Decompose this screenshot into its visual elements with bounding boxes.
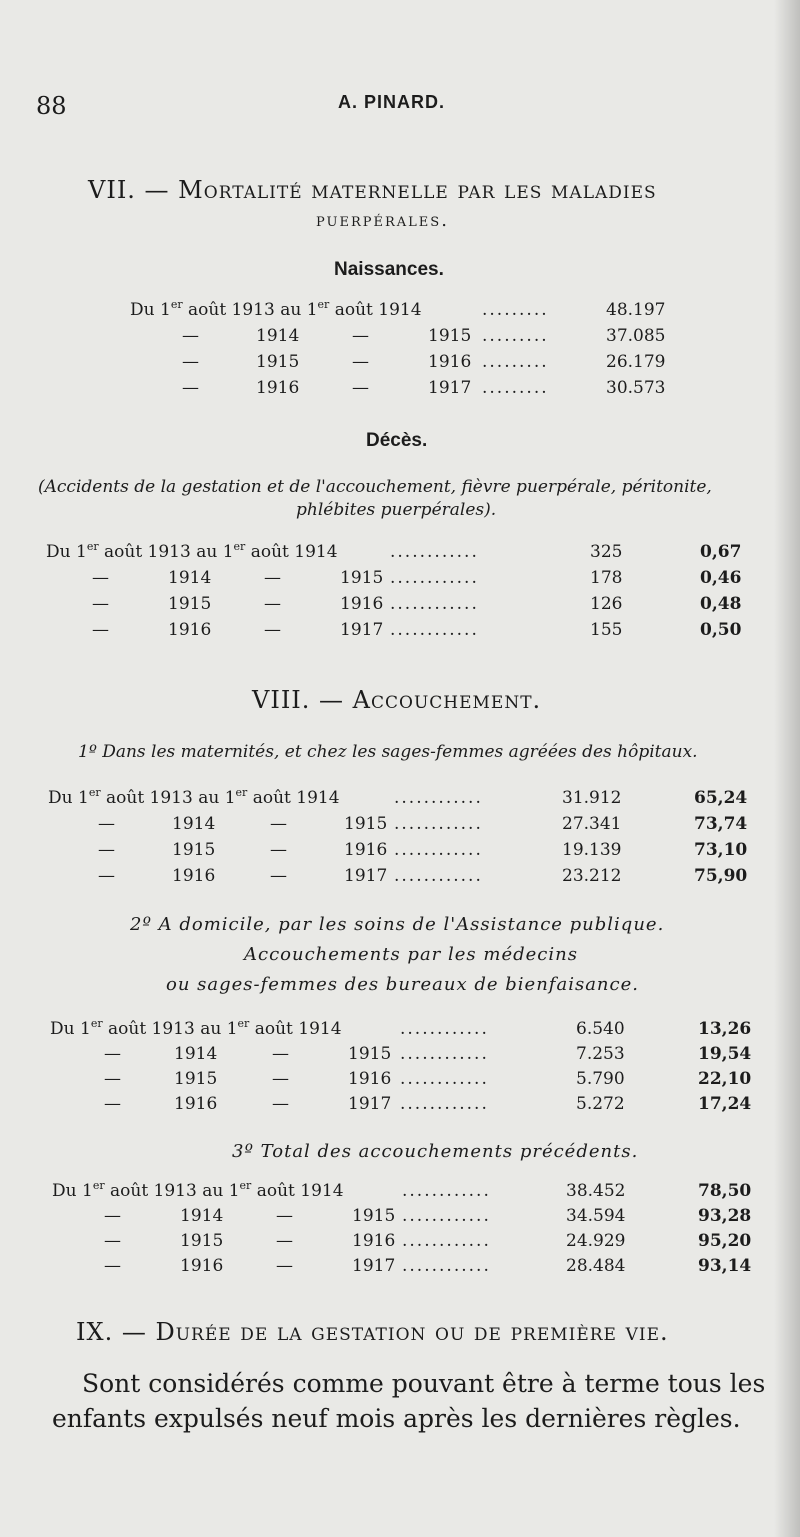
percent: 75,90 xyxy=(694,866,748,886)
year-from: 1914 xyxy=(256,326,300,346)
dash: — xyxy=(104,1231,121,1251)
leader-dots: ............ xyxy=(390,594,479,614)
running-title: A. PINARD. xyxy=(338,92,446,112)
value: 38.452 xyxy=(566,1181,626,1201)
dash: — xyxy=(276,1206,293,1226)
value: 178 xyxy=(590,568,623,588)
year-to: 1916 xyxy=(340,594,384,614)
dash: — xyxy=(98,840,115,860)
subsection-2-line2: Accouchements par les médecins xyxy=(244,944,578,965)
table-row xyxy=(0,788,800,812)
leader-dots: ............ xyxy=(400,1069,489,1089)
deaths-note: (Accidents de la gestation et de l'accouchement, fièvre puerpérale, péritonite, xyxy=(38,477,712,497)
table-row xyxy=(0,326,800,350)
period-label: Du 1er août 1913 au 1er août 1914 xyxy=(46,540,338,562)
value: 37.085 xyxy=(606,326,666,346)
table-row xyxy=(0,814,800,838)
leader-dots: ............ xyxy=(400,1094,489,1114)
value: 23.212 xyxy=(562,866,622,886)
percent: 73,74 xyxy=(694,814,748,834)
section-viii-title: VIII. — Accouchement. xyxy=(252,686,542,714)
year-to: 1917 xyxy=(344,866,388,886)
table-row xyxy=(0,620,800,644)
deaths-note-cont: phlébites puerpérales). xyxy=(296,500,497,520)
year-from: 1915 xyxy=(168,594,212,614)
section-vii-title: VII. — Mortalité maternelle par les maladies xyxy=(88,176,657,204)
year-to: 1915 xyxy=(344,814,388,834)
year-to: 1915 xyxy=(340,568,384,588)
dash: — xyxy=(272,1094,289,1114)
year-to: 1917 xyxy=(340,620,384,640)
percent: 65,24 xyxy=(694,788,748,808)
year-from: 1915 xyxy=(256,352,300,372)
year-to: 1916 xyxy=(344,840,388,860)
value: 7.253 xyxy=(576,1044,625,1064)
leader-dots: ......... xyxy=(482,326,549,346)
table-row xyxy=(0,1231,800,1255)
year-from: 1916 xyxy=(172,866,216,886)
paragraph-line-2: enfants expulsés neuf mois après les dernières règles. xyxy=(52,1404,741,1433)
year-to: 1916 xyxy=(348,1069,392,1089)
page-number: 88 xyxy=(36,92,67,120)
percent: 19,54 xyxy=(698,1044,752,1064)
leader-dots: ......... xyxy=(482,352,549,372)
dash: — xyxy=(264,568,281,588)
table-row xyxy=(0,352,800,376)
section-ix-title: IX. — Durée de la gestation ou de première vie. xyxy=(76,1318,669,1346)
dash: — xyxy=(104,1069,121,1089)
value: 126 xyxy=(590,594,623,614)
percent: 73,10 xyxy=(694,840,748,860)
table-row xyxy=(0,378,800,402)
paragraph-line-1: Sont considérés comme pouvant être à terme tous les xyxy=(82,1369,766,1398)
dash: — xyxy=(92,594,109,614)
dash: — xyxy=(182,352,199,372)
percent: 0,46 xyxy=(700,568,742,588)
table-row xyxy=(0,542,800,566)
subsection-2-line3: ou sages-femmes des bureaux de bienfaisance. xyxy=(166,974,639,995)
percent: 0,50 xyxy=(700,620,742,640)
leader-dots: ......... xyxy=(482,300,549,320)
year-to: 1917 xyxy=(428,378,472,398)
value: 325 xyxy=(590,542,623,562)
percent: 0,67 xyxy=(700,542,742,562)
dash: — xyxy=(352,352,369,372)
year-from: 1916 xyxy=(256,378,300,398)
dash: — xyxy=(352,326,369,346)
dash: — xyxy=(270,814,287,834)
year-to: 1915 xyxy=(428,326,472,346)
table-row xyxy=(0,1019,800,1043)
percent: 22,10 xyxy=(698,1069,752,1089)
dash: — xyxy=(264,620,281,640)
subsection-1-title: 1º Dans les maternités, et chez les sages-femmes agréées des hôpitaux. xyxy=(78,742,698,762)
table-row xyxy=(0,1069,800,1093)
leader-dots: ............ xyxy=(394,840,483,860)
leader-dots: ............ xyxy=(394,866,483,886)
value: 28.484 xyxy=(566,1256,626,1276)
table-row xyxy=(0,1094,800,1118)
value: 24.929 xyxy=(566,1231,626,1251)
year-from: 1915 xyxy=(174,1069,218,1089)
dash: — xyxy=(104,1044,121,1064)
year-from: 1915 xyxy=(180,1231,224,1251)
page-edge-shadow xyxy=(774,0,800,1537)
percent: 93,14 xyxy=(698,1256,752,1276)
period-label: Du 1er août 1913 au 1er août 1914 xyxy=(48,786,340,808)
dash: — xyxy=(182,378,199,398)
table-row xyxy=(0,300,800,324)
year-to: 1916 xyxy=(352,1231,396,1251)
leader-dots: ............ xyxy=(402,1256,491,1276)
leader-dots: ............ xyxy=(402,1231,491,1251)
value: 26.179 xyxy=(606,352,666,372)
period-label: Du 1er août 1913 au 1er août 1914 xyxy=(130,298,422,320)
leader-dots: ............ xyxy=(394,788,483,808)
dash: — xyxy=(98,866,115,886)
leader-dots: ............ xyxy=(390,620,479,640)
dash: — xyxy=(104,1206,121,1226)
year-from: 1916 xyxy=(180,1256,224,1276)
value: 27.341 xyxy=(562,814,622,834)
period-label: Du 1er août 1913 au 1er août 1914 xyxy=(52,1179,344,1201)
year-from: 1915 xyxy=(172,840,216,860)
year-from: 1914 xyxy=(180,1206,224,1226)
percent: 13,26 xyxy=(698,1019,752,1039)
value: 5.272 xyxy=(576,1094,625,1114)
dash: — xyxy=(272,1069,289,1089)
value: 5.790 xyxy=(576,1069,625,1089)
year-to: 1915 xyxy=(348,1044,392,1064)
table-row xyxy=(0,866,800,890)
dash: — xyxy=(264,594,281,614)
subsection-3-title: 3º Total des accouchements précédents. xyxy=(232,1141,639,1162)
table-row xyxy=(0,1256,800,1280)
dash: — xyxy=(270,840,287,860)
value: 31.912 xyxy=(562,788,622,808)
value: 48.197 xyxy=(606,300,666,320)
year-from: 1914 xyxy=(174,1044,218,1064)
deaths-heading: Décès. xyxy=(366,430,428,451)
value: 6.540 xyxy=(576,1019,625,1039)
dash: — xyxy=(270,866,287,886)
year-to: 1915 xyxy=(352,1206,396,1226)
percent: 17,24 xyxy=(698,1094,752,1114)
year-to: 1916 xyxy=(428,352,472,372)
subsection-2-title: 2º A domicile, par les soins de l'Assistance publique. xyxy=(130,914,665,935)
section-vii-title-cont: puerpérales. xyxy=(316,210,449,231)
value: 30.573 xyxy=(606,378,666,398)
leader-dots: ............ xyxy=(390,568,479,588)
table-row xyxy=(0,1044,800,1068)
table-row xyxy=(0,1206,800,1230)
table-row xyxy=(0,594,800,618)
period-label: Du 1er août 1913 au 1er août 1914 xyxy=(50,1017,342,1039)
dash: — xyxy=(276,1231,293,1251)
year-to: 1917 xyxy=(348,1094,392,1114)
leader-dots: ............ xyxy=(394,814,483,834)
value: 19.139 xyxy=(562,840,622,860)
percent: 78,50 xyxy=(698,1181,752,1201)
year-from: 1916 xyxy=(168,620,212,640)
year-to: 1917 xyxy=(352,1256,396,1276)
year-from: 1914 xyxy=(168,568,212,588)
value: 34.594 xyxy=(566,1206,626,1226)
births-heading: Naissances. xyxy=(334,259,444,280)
table-row xyxy=(0,568,800,592)
percent: 93,28 xyxy=(698,1206,752,1226)
leader-dots: ............ xyxy=(400,1019,489,1039)
dash: — xyxy=(276,1256,293,1276)
leader-dots: ............ xyxy=(402,1206,491,1226)
leader-dots: ............ xyxy=(400,1044,489,1064)
percent: 95,20 xyxy=(698,1231,752,1251)
dash: — xyxy=(98,814,115,834)
dash: — xyxy=(182,326,199,346)
value: 155 xyxy=(590,620,623,640)
dash: — xyxy=(104,1094,121,1114)
dash: — xyxy=(92,620,109,640)
year-from: 1916 xyxy=(174,1094,218,1114)
dash: — xyxy=(104,1256,121,1276)
dash: — xyxy=(92,568,109,588)
leader-dots: ......... xyxy=(482,378,549,398)
dash: — xyxy=(352,378,369,398)
leader-dots: ............ xyxy=(390,542,479,562)
year-from: 1914 xyxy=(172,814,216,834)
table-row xyxy=(0,840,800,864)
percent: 0,48 xyxy=(700,594,742,614)
leader-dots: ............ xyxy=(402,1181,491,1201)
table-row xyxy=(0,1181,800,1205)
dash: — xyxy=(272,1044,289,1064)
